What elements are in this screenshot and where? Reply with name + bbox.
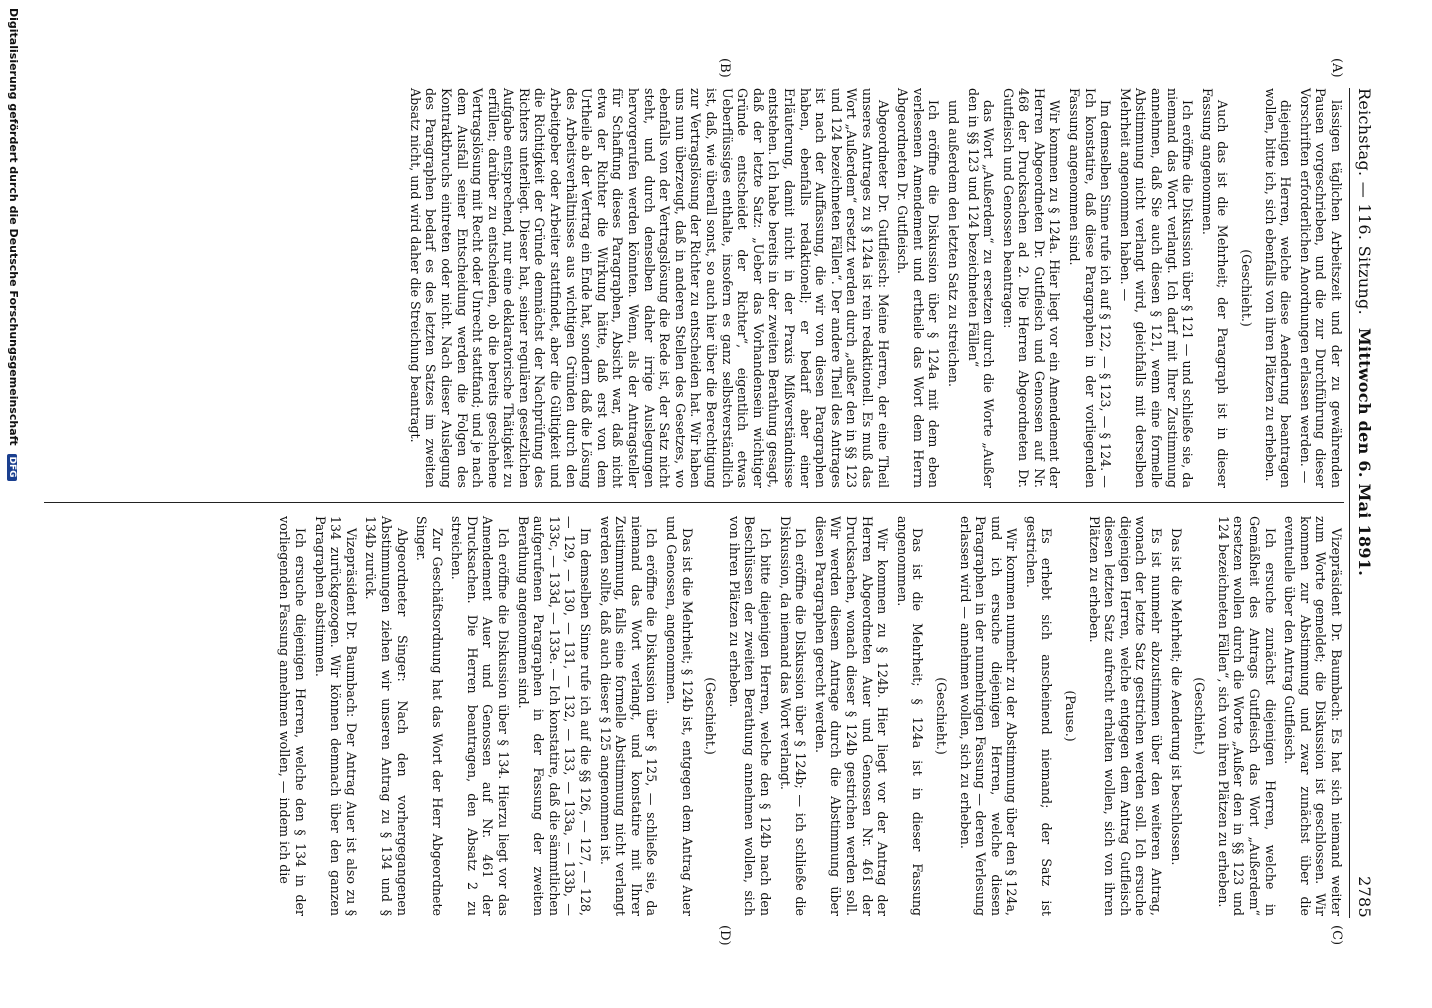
paragraph: Das ist die Mehrheit; § 124b ist, entgegen dem Antrag Auer und Genossen, angenommen.	[664, 516, 695, 916]
paragraph: Ich eröffne die Diskussion über § 121 — und schließe sie, da niemand das Wort verlangt. Ich darf mit Ihrer Zustimmung annehmen, daß Sie auch diesen § 121, wenn eine formelle Abstimmung nicht verlangt wird, gleichfalls mit derselben Mehrheit angenommen haben. —	[1117, 88, 1196, 488]
paragraph: Ich bitte diejenigen Herren, welche den § 124b nach den Beschlüssen der zweiten Berathung annehmen wollen, sich von ihren Plätzen zu erheben.	[726, 516, 773, 916]
paragraph: Ich eröffne die Diskussion über § 134. Hierzu liegt vor das Amendement Auer und Genossen auf Nr. 461 der Drucksachen. Die Herren beantragen, den Absatz 2 zu streichen.	[449, 516, 512, 916]
stage-direction: (Geschieht.)	[703, 677, 719, 755]
paragraph: Wir kommen zu § 124a. Hier liegt vor ein Amendement der Herren Abgeordneten Dr. Gutfleisch und Genossen auf Nr. 468 der Drucksachen ad 2. Die Herren Abgeordneten Dr. Gutfleisch und Genossen beantragen:	[1000, 88, 1063, 488]
left-column	[403, 88, 1344, 488]
paragraph: Es erhebt sich anscheinend niemand; der Satz ist gestrichen.	[1023, 516, 1055, 916]
paragraph: Das ist die Mehrheit; die Aenderung ist beschlossen.	[1168, 528, 1184, 866]
paragraph: Es ist nunmehr abzustimmen über den weiteren Antrag, wonach der letzte Satz gestrichen werden soll. Ich ersuche diejenigen Herren, welche entgegen dem Antrag Gutfleisch diesen letzten Satz aufrecht erhalten wollen, sich von ihren Plätzen zu erheben.	[1086, 516, 1165, 916]
paragraph: Das ist die Mehrheit; § 124a ist in dieser Fassung angenommen.	[894, 516, 926, 916]
paragraph: Zur Geschäftsordnung hat das Wort der Herr Abgeordnete Singer.	[414, 516, 445, 916]
digitization-credit	[7, 8, 20, 1008]
paragraph: das Wort „Außerdem“ zu ersetzen durch die Worte „Außer den in §§ 123 und 124 bezeichneten Fällen“	[965, 88, 997, 488]
paragraph: lässigen täglichen Arbeitszeit und der zu gewährenden Pausen vorgeschrieben, und die zur Durchführung dieser Vorschriften erforderlichen Anordnungen erlassen werden. —	[1297, 88, 1344, 488]
paragraph: Abgeordneter Singer: Nach den vorhergegangenen Abstimmungen ziehen wir unseren Antrag zu § 134 und § 134b zurück.	[363, 516, 410, 916]
right-column	[273, 516, 1344, 916]
stage-direction: (Pause.)	[1063, 690, 1079, 742]
paragraph: Vizepräsident Dr. Baumbach: Der Antrag Auer ist also zu § 134 zurückgezogen. Wir können demnach über den ganzen Paragraphen abstimmen.	[312, 516, 359, 916]
header-session: Reichstag. — 116. Sitzung.	[1355, 88, 1374, 315]
stage-direction: (Geschieht.)	[1239, 249, 1255, 327]
paragraph: Auch das ist die Mehrheit; der Paragraph ist in dieser Fassung angenommen.	[1199, 88, 1231, 488]
column-divider	[44, 502, 1344, 503]
dfg-logo: DFG	[7, 454, 17, 481]
page-header	[1352, 88, 1374, 918]
paragraph: Wir kommen zu § 124b. Hier liegt vor der Antrag der Herren Abgeordneten Auer und Genossen Nr. 461 der Drucksachen, wonach dieser § 124b gestrichen werden soll. Wir werden diesem Antrage durch die Abstimmung über diesen Paragraphen gerecht werden.	[812, 516, 891, 916]
paragraph: Vizepräsident Dr. Baumbach: Es hat sich niemand weiter zum Worte gemeldet; die Diskussion ist geschlossen. Wir kommen zur Abstimmung und zwar zunächst über die eventuelle über den Antrag Gutfleisch.	[1282, 516, 1344, 916]
paragraph: Im demselben Sinne rufe ich auf die §§ 126, — 127, — 128, — 129, — 130, — 131, — 132, — 133, — 133a, — 133b, — 133c, — 133d, — 133e. — Ich konstatire, daß die sämmtlichen aufgerufenen Paragraphen in der Fassung der zweiten Berathung angenommen sind.	[515, 516, 594, 916]
paragraph: Im demselben Sinne rufe ich auf § 122, — § 123, — § 124. — Ich konstatire, daß diese Paragraphen in der vorliegenden Fassung angenommen sind.	[1067, 88, 1114, 488]
margin-marker-d: (D)	[717, 925, 732, 946]
header-rule	[1349, 88, 1350, 918]
credit-text: Digitalisierung gefördert durch die Deutsche Forschungsgemeinschaft	[7, 8, 20, 446]
paragraph: Wir kommen nunmehr zu der Abstimmung über den § 124a, und ich ersuche diejenigen Herren, welche diesen Paragraphen in der nunmehrigen Fassung — deren Verlesung erlassen wird — annehmen wollen, sich zu erheben.	[957, 516, 1020, 916]
header-date: Mittwoch den 6. Mai 1891.	[1355, 328, 1374, 577]
stage-direction: (Geschieht.)	[1192, 677, 1208, 755]
margin-marker-c: (C)	[1329, 925, 1344, 946]
paragraph: Ich eröffne die Diskussion über § 124a mit dem eben verlesenen Amendement und ertheile das Wort dem Herrn Abgeordneten Dr. Gutfleisch.	[895, 88, 942, 488]
paragraph: Ich ersuche diejenigen Herren, welche den § 134 in der vorliegenden Fassung annehmen wollen, — indem ich die	[277, 516, 308, 916]
paragraph: Ich eröffne die Diskussion über § 124b; — ich schließe die Diskussion, da niemand das Wort verlangt.	[777, 516, 809, 916]
margin-marker-a: (A)	[1329, 58, 1344, 78]
paragraph: diejenigen Herren, welche diese Aenderung beantragen wollen, bitte ich, sich ebenfalls von ihren Plätzen zu erheben.	[1262, 88, 1294, 488]
paragraph: Ich ersuche zunächst diejenigen Herren, welche in Gemäßheit des Antrags Gutfleisch das Wort „Außerdem“ ersetzen wollen durch die Worte „Außer den in §§ 123 und 124 bezeichneten Fällen“, sich von ihren Plätzen zu erheben.	[1215, 516, 1278, 916]
paragraph: und außerdem den letzten Satz zu streichen.	[945, 100, 961, 388]
margin-marker-b: (B)	[717, 58, 732, 78]
paragraph: Abgeordneter Dr. Gutfleisch: Meine Herren, der eine Theil unseres Antrages zu § 124a ist rein redaktionell. Es muß das Wort „Außerdem“ ersetzt werden durch „außer den in §§ 123 und 124 bezeichneten Fällen“. Der andere Theil des Antrages ist nach der Auffassung, die wir von diesen Paragraphen haben, ebenfalls redaktionell; er bedarf aber einer Erläuterung, damit nicht in der Praxis Mißverständnisse entstehen. Ich habe bereits in der zweiten Berathung gesagt, daß der letzte Satz: „Ueber das Vorhandensein wichtiger Gründe entscheidet der Richter“, eigentlich etwas Ueberflüssiges enthalte, insofern es ganz selbstverständlich ist, daß, wie überall sonst, so auch hier über die Berechtigung zur Vertragslösung der Richter zu entscheiden hat. Wir haben uns nun überzeugt, daß in anderen Stellen des Gesetzes, wo ebenfalls von der Vertragslösung die Rede ist, der Satz nicht steht, und durch denselben daher irrige Auslegungen hervorgerufen werden könnten. Wenn, als der Antragsteller für Schaffung dieses Paragraphen, Absicht war, daß nicht etwa der Richter die Wirkung hätte, daß erst von dem Urtheile ab der Vertrag ein Ende hat, sondern daß die Lösung des Arbeitsverhältnisses aus wichtigen Gründen durch den Arbeitgeber oder Arbeiter stattfindet, aber die Gültigkeit und die Richtigkeit der Gründe demnächst der Nachprüfung des Richters unterliegt. Dieser hat, seiner regulären gesetzlichen Aufgabe entsprechend, nur eine deklaratorische Thätigkeit zu erfüllen; darüber zu entscheiden, ob die bereits geschehene Vertragslösung mit Recht oder Unrecht stattfand; und je nach dem Ausfall seiner Entscheidung werden die Folgen des Kontraktbruchs eintreten oder nicht. Nach dieser Auslegung des Paragraphen bedarf es des letzten Satzes im zweiten Absatz nicht, und wird daher die Streichung beantragt.	[407, 88, 891, 488]
stage-direction: (Geschieht.)	[933, 677, 949, 755]
paragraph: Ich eröffne die Diskussion über § 125, — schließe sie, da niemand das Wort verlangt, und konstatire mit Ihrer Zustimmung, falls eine formelle Abstimmung nicht verlangt werden sollte, daß auch dieser § 125 angenommen ist.	[597, 516, 660, 916]
page-number: 2785	[1355, 876, 1374, 918]
